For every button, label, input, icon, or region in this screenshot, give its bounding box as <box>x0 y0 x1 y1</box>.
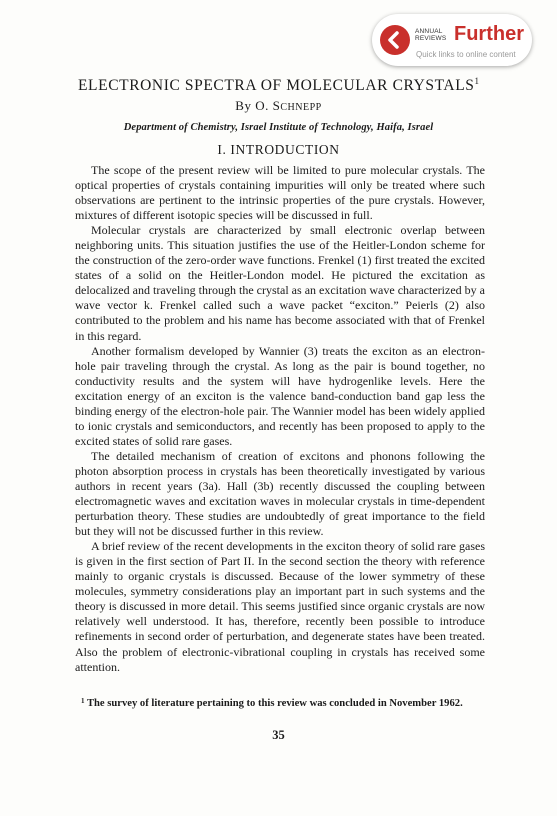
title-footnote-ref[interactable]: 1 <box>474 76 480 86</box>
paragraph: Another formalism developed by Wannier (3) treats the exciton as an electron-hole pair traveling through the crystal. As long as the pair is bound together, no conductivity results and the system will have hydrogenlike levels. Here the excitation energy of an exciton is the valence band-conduction band gap less the binding energy of the electron-hole pair. The Wannier model has been widely applied to ionic crystals and semiconductors, and recently has been proposed to apply to the excited states of solid rare gases. <box>75 343 485 448</box>
paragraph: Molecular crystals are characterized by small electronic overlap between neighboring units. This situation justifies the use of the Heitler-London scheme for the construction of the zero-order wave functions. Frenkel (1) first treated the excited states of a solid on the Heitler-London model. He pictured the excitation as delocalized and traveling through the crystal as an excitation wave characterized by a wave vector k. Frenkel called such a wave packet “exciton.” Peierls (2) also contributed to the problem and his name has become associated with that of Frenkel in this regard. <box>75 223 485 343</box>
paragraph: The detailed mechanism of creation of excitons and phonons following the photon absorption process in crystals has been theoretically investigated by various authors in recent years (3a). Hall (3b) recently discussed the coupling between electromagnetic waves and excitation waves in molecular crystals in time-dependent perturbation theory. These studies are undoubtedly of great importance to the field but they will not be discussed further in this review. <box>75 448 485 539</box>
paragraph: The scope of the present review will be limited to pure molecular crystals. The optical properties of crystals containing impurities will only be treated where such observations are pertinent to the intrinsic properties of the pure crystals. However, mixtures of different isotopic species will be discussed in full. <box>75 163 485 223</box>
annual-reviews-logo: ANNUAL REVIEWS <box>415 28 447 42</box>
section-heading: I. INTRODUCTION <box>217 142 340 157</box>
article-title: ELECTRONIC SPECTRA OF MOLECULAR CRYSTALS$^1$ <box>77 76 480 94</box>
paragraph: A brief review of the recent developments in the exciton theory of solid rare gases is given in the first section of Part II. In the second section the theory with reference mainly to organic crystals is discussed. Because of the lower symmetry of these molecules, symmetry considerations play an important part in such systems and the theory is discussed in more detail. This seems justified since organic crystals are now relatively well understood. It has, therefore, recently been possible to introduce refinements in second order of perturbation, and degenerate states have been treated. Also the problem of electronic-vibrational coupling in crystals has received some attention. <box>75 539 485 674</box>
footnote-mark: 1 <box>81 697 85 705</box>
author-name: SCHNEPP <box>272 98 322 113</box>
badge-subtitle: Quick links to online content <box>416 50 516 59</box>
article-body <box>75 163 485 675</box>
arrow-circle-icon <box>380 25 410 55</box>
author-affiliation: Department of Chemistry, Israel Institute of Technology, Haifa, Israel <box>123 122 434 133</box>
author-byline: By O. SCHNEPP <box>235 98 322 113</box>
further-badge[interactable] <box>372 14 532 66</box>
further-label: Further <box>454 23 524 45</box>
footnote: $^1$ The survey of literature pertaining to this review was concluded in November 1962. <box>81 697 463 709</box>
page-number: 35 <box>272 728 285 742</box>
